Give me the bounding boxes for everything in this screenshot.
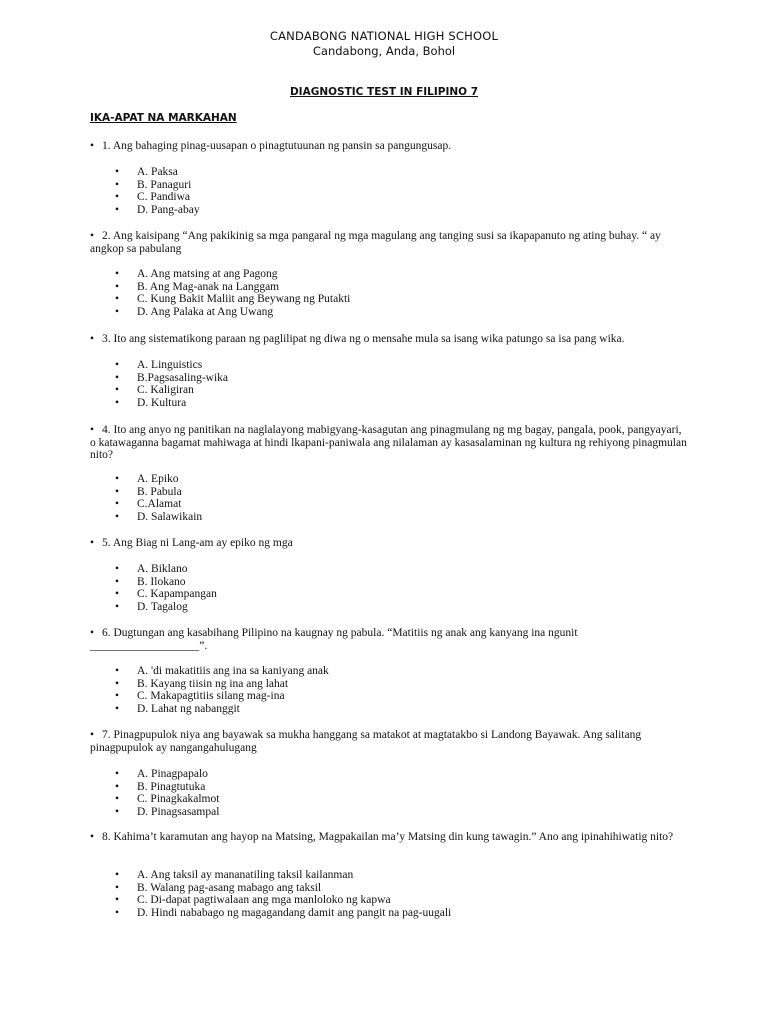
option-item	[115, 882, 451, 895]
option-item	[115, 678, 329, 691]
option-bullet: •	[115, 906, 120, 919]
option-bullet: •	[115, 894, 120, 906]
option-text: A. Epiko	[137, 473, 179, 485]
question-text: Pinagpupulok niya ang bayawak sa mukha hanggang sa matakot at magtatakbo si Landong Bayawak. Ang salitang pinagpupulok ay nangangahulugang	[90, 729, 642, 754]
question-bullet: •	[90, 424, 95, 436]
options-list-2	[115, 268, 350, 318]
question-text: Dugtungan ang kasabihang Pilipino na kaugnay ng pabula. “Matitiis ng anak ang kanyang ina ngunit ___________________”.	[90, 627, 578, 652]
options-list-6	[115, 665, 329, 715]
option-text: B. Pabula	[137, 485, 182, 498]
option-bullet: •	[115, 677, 120, 690]
option-bullet: •	[115, 575, 120, 588]
option-text: C. Pinagkakalmot	[137, 793, 220, 805]
option-item	[115, 384, 228, 397]
question-text: Ang kaisipang “Ang pakikinig sa mga pangaral ng mga magulang ang tanging susi sa ikapapanuto ng ating buhay. “ ay angkop sa pabulang	[90, 230, 661, 255]
option-text: A. Biklano	[137, 563, 188, 575]
option-item	[115, 359, 228, 372]
option-text: A. Pinagpapalo	[137, 768, 208, 780]
option-item	[115, 781, 219, 794]
option-bullet: •	[115, 359, 120, 371]
option-item	[115, 511, 202, 524]
option-text: B. Kayang tiisin ng ina ang lahat	[137, 677, 289, 690]
option-item	[115, 576, 217, 589]
question-bullet: •	[90, 729, 95, 741]
options-list-1	[115, 166, 200, 216]
question-bullet: •	[90, 627, 95, 639]
school-name: CANDABONG NATIONAL HIGH SCHOOL	[269, 29, 499, 43]
option-bullet: •	[115, 588, 120, 600]
option-item	[115, 703, 329, 716]
option-item	[115, 268, 350, 281]
options-list-5	[115, 563, 217, 613]
option-bullet: •	[115, 563, 120, 575]
question-number: 1.	[102, 140, 111, 152]
options-list-3	[115, 359, 228, 409]
option-bullet: •	[115, 768, 120, 780]
option-text: C. Kung Bakit Maliit ang Beywang ng Putakti	[137, 293, 351, 305]
option-item	[115, 894, 451, 907]
option-bullet: •	[115, 793, 120, 805]
options-list-4	[115, 473, 202, 523]
test-title	[0, 86, 768, 98]
option-text: A. Ang taksil ay mananatiling taksil kailanman	[137, 869, 354, 881]
question-6	[90, 627, 690, 652]
options-list-7	[115, 768, 219, 818]
option-bullet: •	[115, 473, 120, 485]
option-item	[115, 665, 329, 678]
option-item	[115, 806, 219, 819]
question-number: 2.	[102, 230, 111, 242]
question-bullet: •	[90, 230, 95, 242]
option-text: C. Di-dapat pagtiwalaan ang mga manloloko ng kapwa	[137, 894, 391, 906]
option-bullet: •	[115, 665, 120, 677]
school-address: Candabong, Anda, Bohol	[312, 44, 456, 58]
option-item	[115, 306, 350, 319]
option-item	[115, 166, 200, 179]
question-text: Kahima’t karamutan ang hayop na Matsing, Magpakailan ma’y Matsing din kung tawagin.” Ano ang ipinahihiwatig nito?	[113, 831, 674, 843]
option-bullet: •	[115, 305, 120, 318]
option-text: D. Tagalog	[137, 600, 188, 613]
question-3	[90, 333, 690, 346]
question-bullet: •	[90, 333, 95, 345]
option-bullet: •	[115, 268, 120, 280]
option-item	[115, 486, 202, 499]
option-bullet: •	[115, 498, 120, 510]
option-item	[115, 690, 329, 703]
option-bullet: •	[115, 384, 120, 396]
option-bullet: •	[115, 191, 120, 203]
option-bullet: •	[115, 178, 120, 191]
option-bullet: •	[115, 203, 120, 216]
option-text: A. 'di makatitiis ang ina sa kaniyang anak	[137, 665, 329, 677]
option-item	[115, 498, 202, 511]
option-item	[115, 768, 219, 781]
question-number: 4.	[102, 424, 111, 436]
option-bullet: •	[115, 690, 120, 702]
quarter-heading-text: IKA-APAT NA MARKAHAN	[90, 112, 237, 124]
option-text: B. Panaguri	[137, 178, 192, 191]
option-text: D. Kultura	[137, 396, 187, 409]
question-1	[90, 140, 690, 153]
option-text: D. Lahat ng nabanggit	[137, 702, 240, 715]
question-text: Ito ang sistematikong paraan ng paglilipat ng diwa ng o mensahe mula sa isang wika patungo sa isa pang wika.	[113, 333, 625, 345]
option-item	[115, 281, 350, 294]
option-text: C. Kapampangan	[137, 588, 217, 600]
option-item	[115, 907, 451, 920]
question-7	[90, 729, 690, 754]
option-text: C. Makapagtitiis silang mag-ina	[137, 690, 285, 702]
question-5	[90, 537, 690, 550]
test-title-text: DIAGNOSTIC TEST IN FILIPINO 7	[289, 86, 479, 98]
option-item	[115, 601, 217, 614]
option-item	[115, 588, 217, 601]
option-text: B. Ang Mag-anak na Langgam	[137, 280, 280, 293]
option-item	[115, 563, 217, 576]
option-text: B. Ilokano	[137, 575, 186, 588]
question-bullet: •	[90, 140, 95, 152]
option-text: D. Ang Palaka at Ang Uwang	[137, 305, 274, 318]
question-text: Ang Biag ni Lang-am ay epiko ng mga	[112, 537, 293, 549]
question-number: 3.	[102, 333, 111, 345]
option-text: B. Walang pag-asang mabago ang taksil	[137, 881, 322, 894]
option-bullet: •	[115, 805, 120, 818]
option-bullet: •	[115, 702, 120, 715]
quarter-heading	[90, 112, 237, 124]
question-text: Ito ang anyo ng panitikan na naglalayong mabigyang-kasagutan ang pinagmulang ng mg bagay, pangala, pook, pangyayari, o katawaganna bagamat mahiwaga at hindi lkapani-paniwala ang nilalaman ay kasasalaminan ng kultura ng rehiyong pinagmulan nito?	[90, 424, 687, 461]
option-text: A. Paksa	[137, 166, 178, 178]
option-bullet: •	[115, 371, 120, 384]
option-bullet: •	[115, 485, 120, 498]
option-text: B. Pinagtutuka	[137, 780, 206, 793]
question-number: 5.	[102, 537, 111, 549]
option-item	[115, 191, 200, 204]
option-item	[115, 204, 200, 217]
option-item	[115, 473, 202, 486]
option-item	[115, 793, 219, 806]
option-bullet: •	[115, 600, 120, 613]
option-text: D. Hindi nababago ng magagandang damit ang pangit na pag-uugali	[137, 906, 452, 919]
question-number: 7.	[102, 729, 111, 741]
option-text: C. Kaligiran	[137, 384, 194, 396]
option-text: D. Salawikain	[137, 510, 203, 523]
option-text: A. Ang matsing at ang Pagong	[137, 268, 278, 280]
option-text: C.Alamat	[137, 498, 182, 510]
option-item	[115, 179, 200, 192]
option-bullet: •	[115, 280, 120, 293]
option-text: D. Pang-abay	[137, 203, 200, 216]
question-text: Ang bahaging pinag-uusapan o pinagtutuunan ng pansin sa pangungusap.	[112, 140, 452, 152]
option-bullet: •	[115, 780, 120, 793]
question-2	[90, 230, 690, 255]
option-item	[115, 397, 228, 410]
option-bullet: •	[115, 869, 120, 881]
option-text: A. Linguistics	[137, 359, 203, 371]
question-4	[90, 424, 690, 462]
option-text: C. Pandiwa	[137, 191, 191, 203]
option-bullet: •	[115, 396, 120, 409]
option-text: B.Pagsasaling-wika	[137, 371, 229, 384]
option-bullet: •	[115, 881, 120, 894]
option-item	[115, 372, 228, 385]
question-number: 8.	[102, 831, 111, 843]
question-bullet: •	[90, 831, 95, 843]
option-item	[115, 293, 350, 306]
option-bullet: •	[115, 293, 120, 305]
option-text: D. Pinagsasampal	[137, 805, 220, 818]
option-bullet: •	[115, 510, 120, 523]
question-8	[90, 831, 690, 844]
options-list-8	[115, 869, 451, 919]
option-item	[115, 869, 451, 882]
question-bullet: •	[90, 537, 95, 549]
option-bullet: •	[115, 166, 120, 178]
question-number: 6.	[102, 627, 111, 639]
